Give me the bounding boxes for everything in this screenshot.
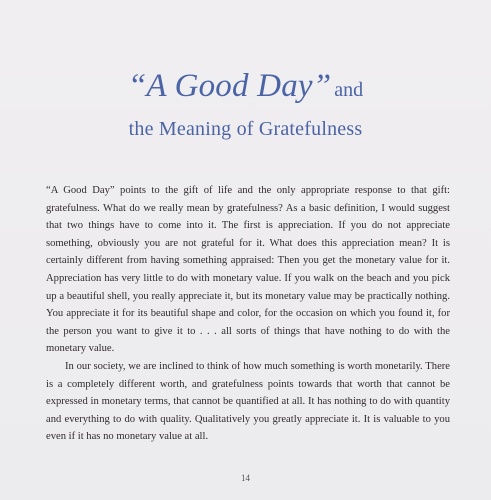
chapter-title-and: and	[334, 79, 364, 101]
chapter-title	[0, 68, 491, 105]
chapter-title-main: “A Good Day”	[127, 68, 332, 104]
chapter-subtitle: the Meaning of Gratefulness	[128, 118, 363, 140]
body-text	[46, 182, 450, 446]
paragraph-1: “A Good Day” points to the gift of life and the only appropriate response to that gift: gratefulness. What do we really mean by gratefulness? As a basic definition, I would suggest that two things have to come into it. The first is appreciation. If you do not appreciate something, obviously you are not grateful for it. What does this appreciation mean? It is certainly different from having something appraised: Then you get the monetary value for it. Appreciation has very little to do with monetary value. If you walk on the beach and you pick up a beautiful shell, you really appreciate it, but its monetary value may be practically nothing. You appreciate it for its beautiful shape and color, for the occasion on which you found it, for the person you want to give it to . . . all sorts of things that have nothing to do with the monetary value.	[46, 185, 450, 355]
paragraph-2: In our society, we are inclined to think of how much something is worth monetarily. There is a completely different worth, and gratefulness points towards that worth that cannot be expressed in monetary terms, that cannot be quantified at all. It has nothing to do with quantity and everything to do with quality. Qualitatively you greatly appreciate it. It is valuable to you even if it has no monetary value at all.	[46, 360, 450, 443]
page-number: 14	[241, 473, 250, 483]
